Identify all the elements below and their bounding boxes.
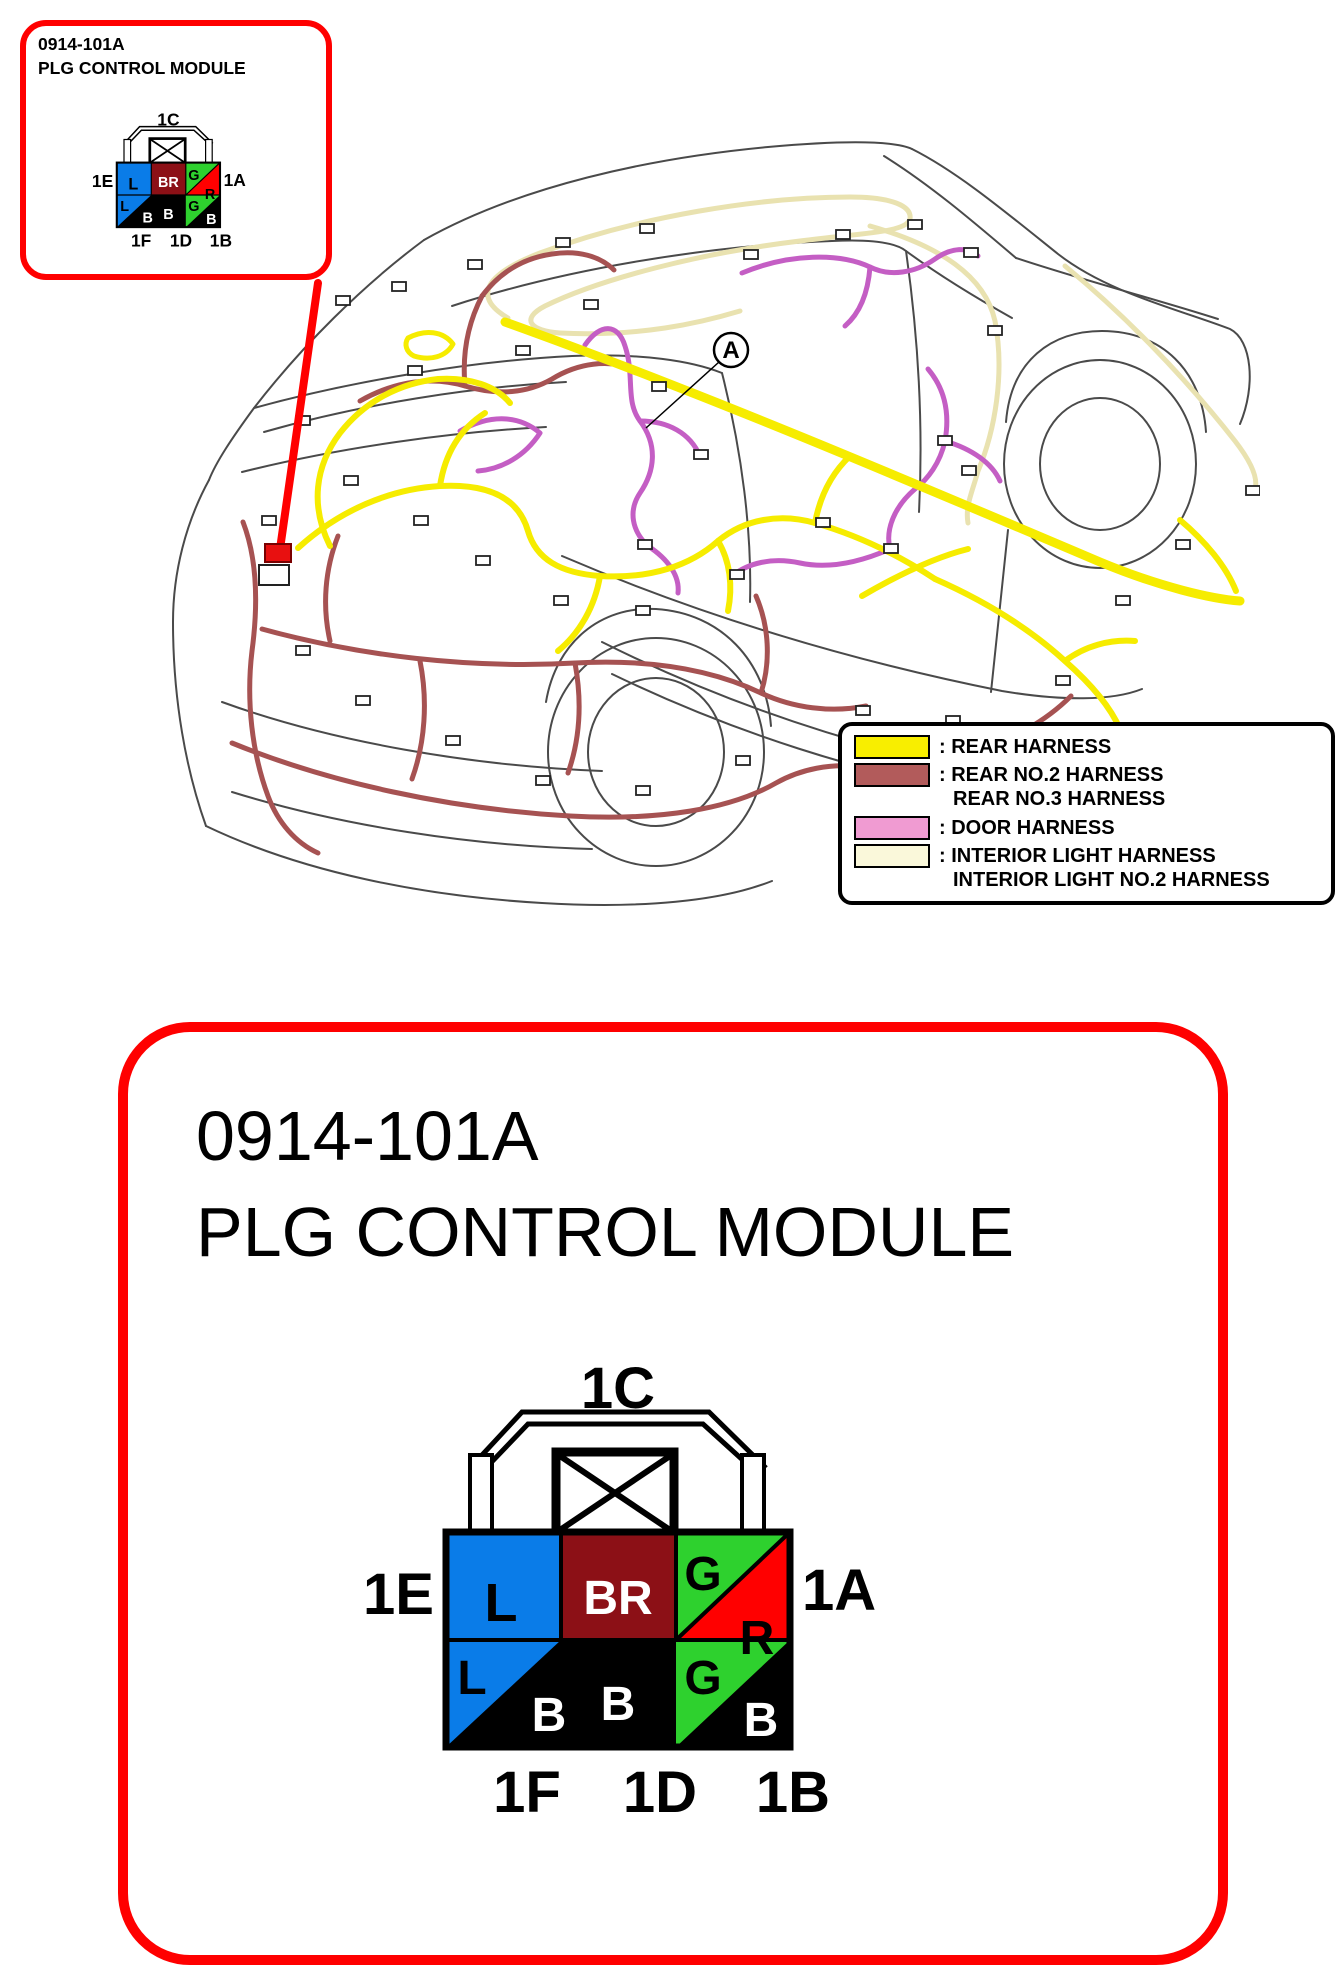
pin-1f-wire-lower: B xyxy=(142,210,153,227)
port-label-1b: 1B xyxy=(209,230,233,251)
pin-1a-wire-upper: G xyxy=(684,1548,722,1601)
callout-connector-name: PLG CONTROL MODULE xyxy=(38,58,246,78)
pin-1f-wire-upper: L xyxy=(457,1652,487,1705)
pin-1a-wire-upper: G xyxy=(188,168,200,185)
pin-1a-wire-lower: R xyxy=(204,187,216,204)
pin-1e-wire: L xyxy=(128,175,139,194)
connector-latch-box xyxy=(556,1452,674,1534)
port-label-1c: 1C xyxy=(157,109,180,130)
legend-swatch-door-harness xyxy=(854,816,930,840)
pin-1b-wire-lower: B xyxy=(743,1694,779,1747)
legend-swatch-interior-light-harness xyxy=(854,844,930,868)
plg-module-connector-marker xyxy=(265,544,291,562)
legend-row-rear-no2-harness xyxy=(854,763,1319,811)
port-label-1a: 1A xyxy=(802,1558,877,1623)
pin-1e-wire: L xyxy=(484,1573,518,1633)
pin-1d-wire: B xyxy=(600,1678,636,1731)
legend-label: : REAR NO.2 HARNESS xyxy=(939,764,1164,787)
connector-latch-box xyxy=(150,139,185,164)
door-harness-lines xyxy=(460,250,1000,593)
pin-1c-wire: BR xyxy=(158,175,179,192)
port-label-1e: 1E xyxy=(91,171,114,192)
port-label-1a: 1A xyxy=(223,170,246,191)
pin-1b-wire-upper: G xyxy=(188,199,200,216)
legend-label: REAR NO.3 HARNESS xyxy=(953,788,1166,811)
pin-1b-wire-lower: B xyxy=(206,211,217,228)
legend-label: : DOOR HARNESS xyxy=(939,816,1115,839)
plg-connector-diagram-large xyxy=(280,1330,920,1840)
plg-connector-diagram-small xyxy=(67,102,259,255)
legend-label: : INTERIOR LIGHT HARNESS xyxy=(939,844,1216,867)
marker-a-label: A xyxy=(722,337,740,364)
legend-row-interior-light-harness xyxy=(854,844,1319,892)
pin-1b-wire-upper: G xyxy=(684,1652,722,1705)
legend-swatch-rear-harness xyxy=(854,735,930,759)
port-label-1d: 1D xyxy=(169,230,193,251)
legend-label: INTERIOR LIGHT NO.2 HARNESS xyxy=(953,868,1270,891)
legend-row-door-harness xyxy=(854,816,1319,840)
pin-1d-wire: B xyxy=(163,207,174,223)
port-label-1c: 1C xyxy=(580,1356,656,1421)
plg-module-connector-body xyxy=(259,565,289,585)
port-label-1d: 1D xyxy=(622,1760,698,1825)
legend-row-rear-harness xyxy=(854,735,1319,759)
pin-1f-wire-lower: B xyxy=(531,1689,567,1742)
panel-connector-code: 0914-101A xyxy=(196,1097,539,1175)
pin-1a-wire-lower: R xyxy=(739,1612,775,1665)
port-label-1e: 1E xyxy=(363,1562,434,1627)
callout-connector-code: 0914-101A xyxy=(38,34,125,54)
pin-1c-wire: BR xyxy=(583,1572,653,1625)
panel-connector-name: PLG CONTROL MODULE xyxy=(196,1193,1015,1271)
pin-1f-wire-upper: L xyxy=(120,199,129,216)
legend-label: : REAR HARNESS xyxy=(939,736,1112,758)
callout-box xyxy=(20,20,332,280)
port-label-1f: 1F xyxy=(130,230,152,251)
port-label-1f: 1F xyxy=(493,1760,561,1825)
legend-swatch-rear-no2-harness xyxy=(854,763,930,787)
harness-legend xyxy=(838,722,1335,905)
port-label-1b: 1B xyxy=(755,1760,831,1825)
